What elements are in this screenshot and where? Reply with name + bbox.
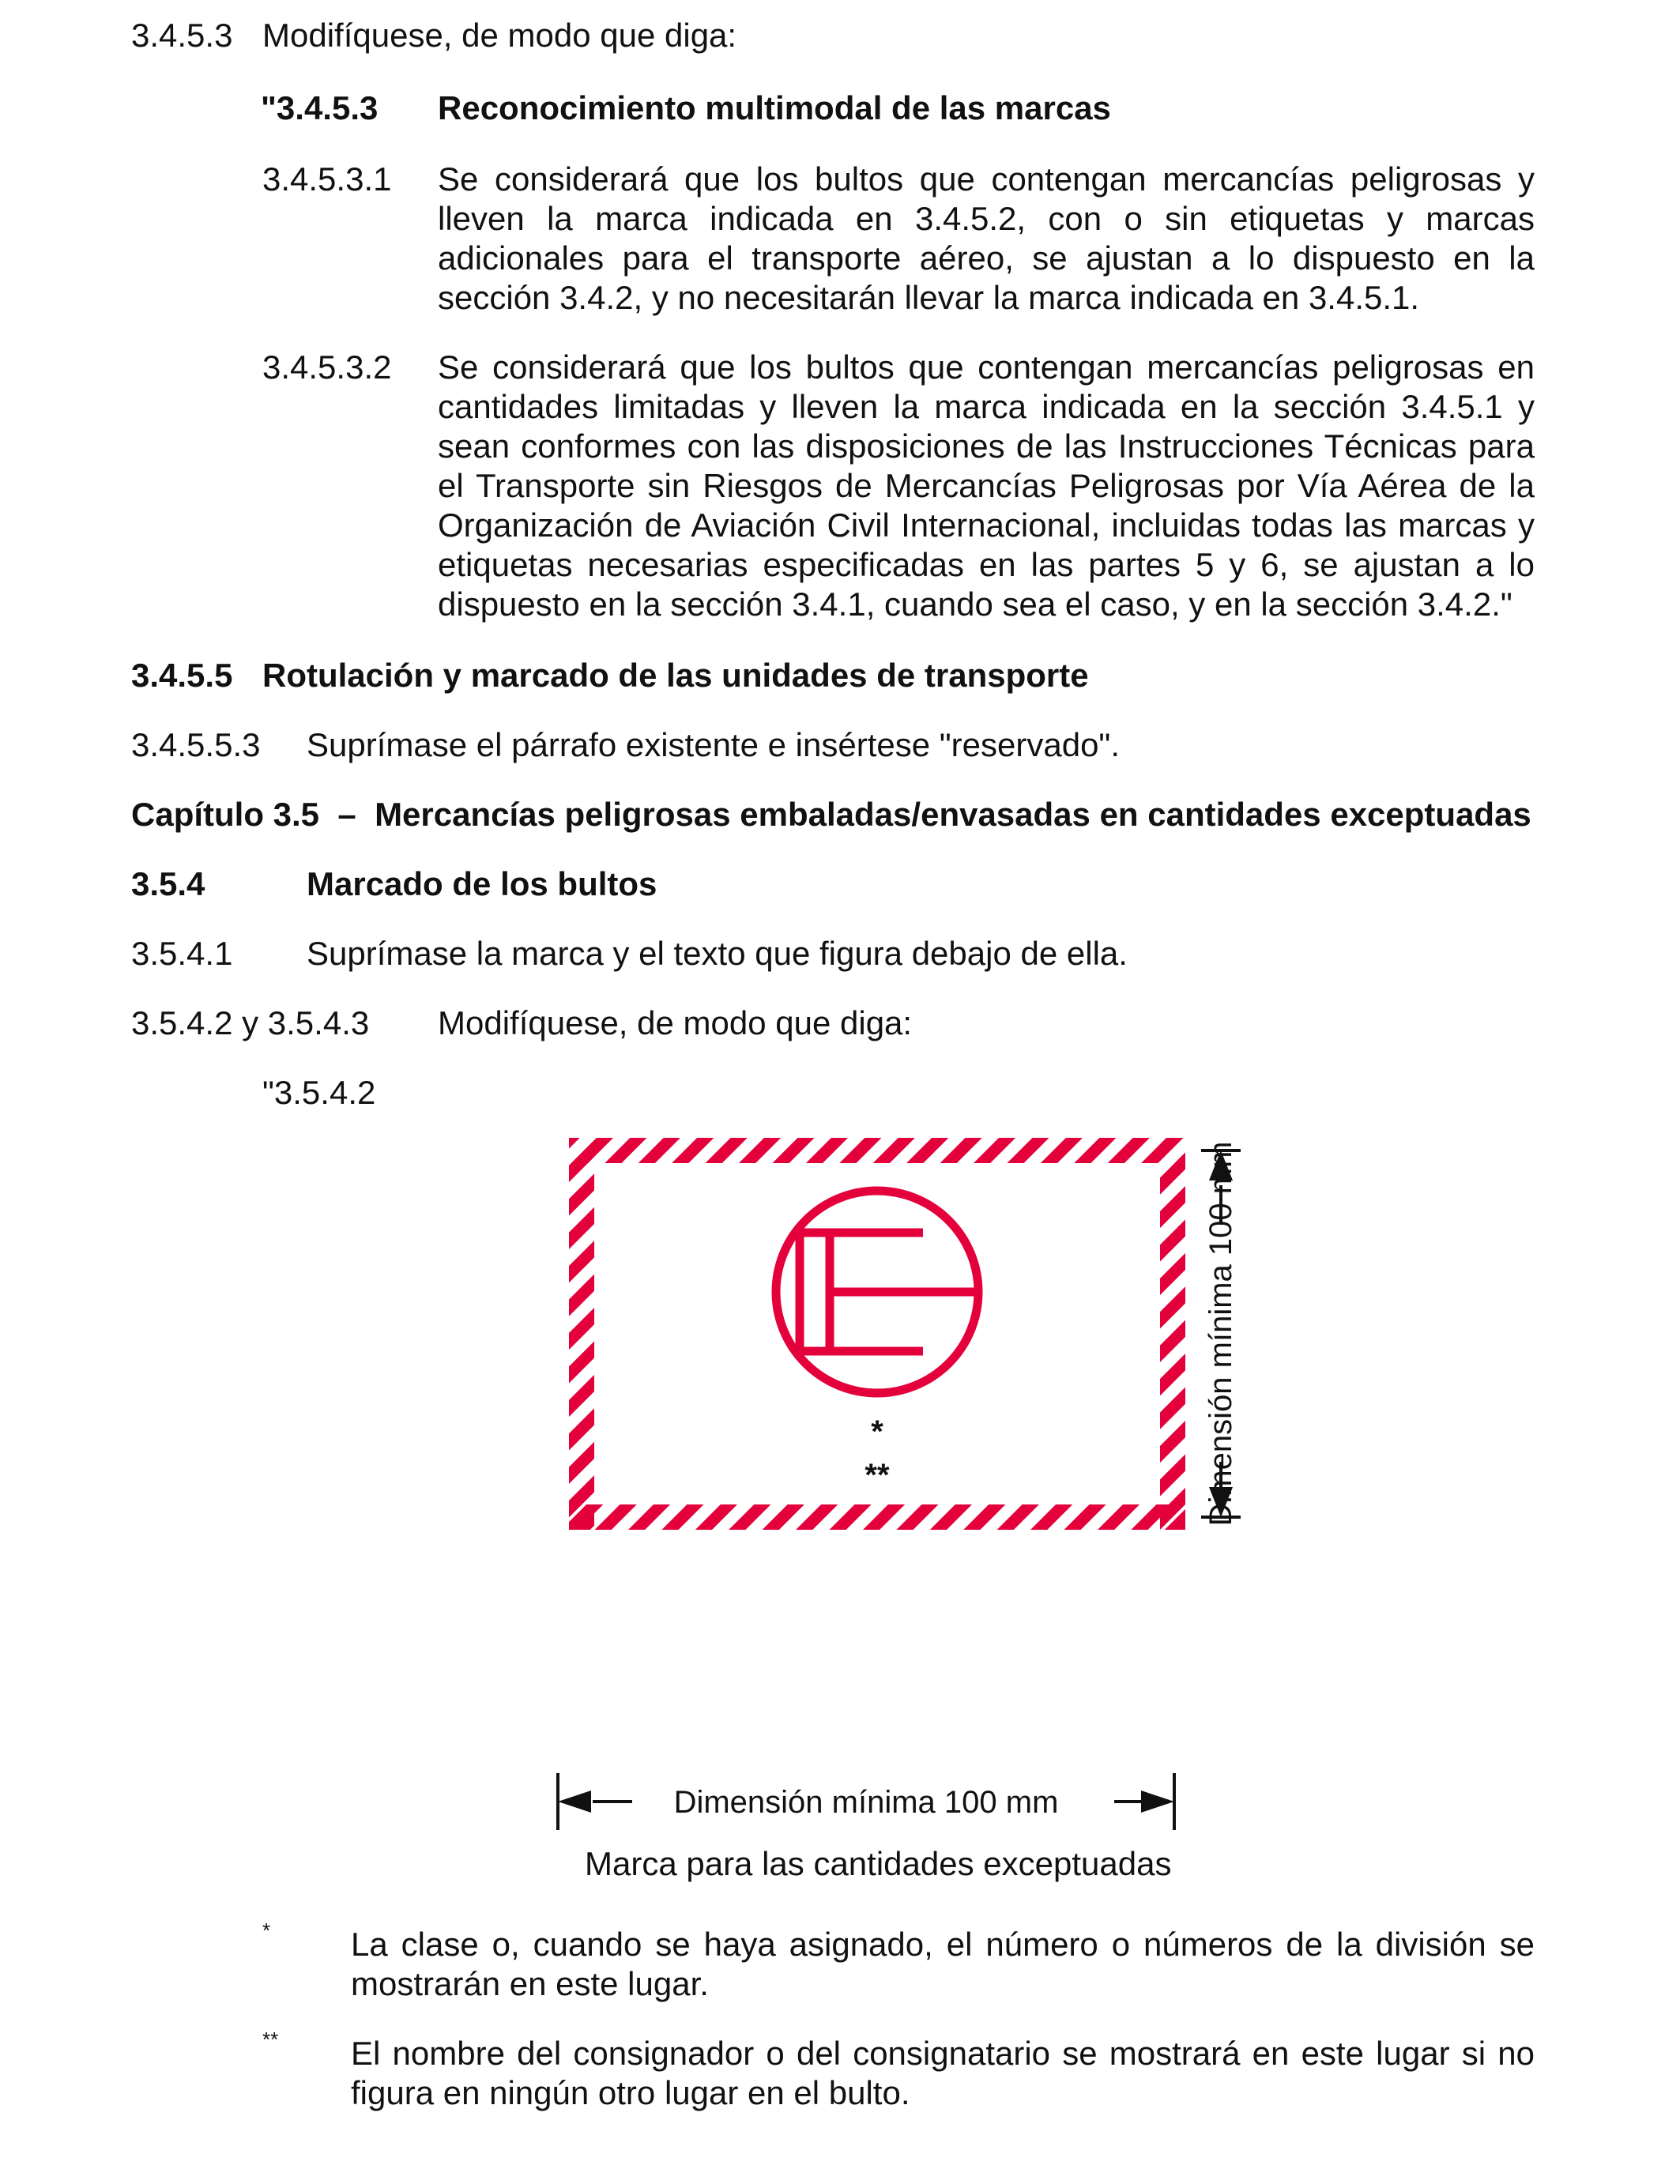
circle-symbol-icon — [776, 1191, 978, 1393]
vertical-dimension-label: Dimensión mínima 100 mm — [1203, 1141, 1238, 1527]
section-3541-number: 3.5.4.1 — [131, 935, 233, 972]
paragraph-2-number: 3.4.5.3.2 — [262, 348, 392, 386]
section-34553-text: Suprímase el párrafo existente e insértese "reservado". — [307, 726, 1120, 763]
section-34553-number: 3.4.5.5.3 — [131, 726, 261, 763]
footnote-1-mark: * — [262, 1919, 271, 1942]
section-3453-number: 3.4.5.3 — [131, 17, 233, 54]
horizontal-dimension — [545, 1770, 1193, 1833]
footnote-1-text: La clase o, cuando se haya asignado, el número o números de la división se mostrarán en este lugar. — [351, 1926, 1535, 2002]
excepted-quantities-mark-figure — [545, 1122, 1272, 1612]
section-3541-text: Suprímase la marca y el texto que figura debajo de ella. — [307, 935, 1128, 972]
section-3453-text: Modifíquese, de modo que diga: — [262, 17, 737, 54]
figure-star-2: ** — [864, 1458, 890, 1493]
footnote-2-mark: ** — [262, 2028, 279, 2051]
section-354-title: Marcado de los bultos — [307, 865, 657, 902]
horizontal-dimension-label: Dimensión mínima 100 mm — [673, 1785, 1059, 1820]
chapter-heading: Capítulo 3.5 – Mercancías peligrosas embaladas/envasadas en cantidades exceptuadas — [131, 796, 1531, 833]
figure-caption: Marca para las cantidades exceptuadas — [585, 1845, 1172, 1882]
quoted-3542-number: "3.5.4.2 — [262, 1074, 376, 1111]
paragraph-1-text: Se considerará que los bultos que contengan mercancías peligrosas y lleven la marca indicada en 3.4.5.2, con o sin etiquetas y marcas adicionales para el transporte aéreo, se ajustan a lo dispuesto en la sección 3.4.2, y no necesitarán llevar la marca indicada en 3.4.5.1. — [438, 160, 1535, 316]
quoted-section-number: "3.4.5.3 — [261, 89, 379, 126]
section-3542-text: Modifíquese, de modo que diga: — [438, 1004, 913, 1041]
paragraph-2-text: Se considerará que los bultos que contengan mercancías peligrosas en cantidades limitadas y lleven la marca indicada en la sección 3.4.5.1 y sean conformes con las disposiciones de las Instrucciones Técnicas para el Transporte sin Riesgos de Mercancías Peligrosas por Vía Aérea de la Organización de Aviación Civil Internacional, incluidas todas las marcas y etiquetas necesarias especificadas en las partes 5 y 6, se ajustan a lo dispuesto en la sección 3.4.1, cuando sea el caso, y en la sección 3.4.2." — [438, 348, 1535, 623]
footnote-2-text: El nombre del consignador o del consignatario se mostrará en este lugar si no figura en ningún otro lugar en el bulto. — [351, 2035, 1535, 2111]
section-354-number: 3.5.4 — [131, 865, 205, 902]
section-3455-title: Rotulación y marcado de las unidades de transporte — [262, 657, 1089, 694]
section-3542-number: 3.5.4.2 y 3.5.4.3 — [131, 1004, 370, 1041]
figure-star-1: * — [871, 1414, 883, 1449]
paragraph-1-number: 3.4.5.3.1 — [262, 160, 392, 198]
quoted-section-title: Reconocimiento multimodal de las marcas — [438, 89, 1111, 126]
section-3455-number: 3.4.5.5 — [131, 657, 233, 694]
